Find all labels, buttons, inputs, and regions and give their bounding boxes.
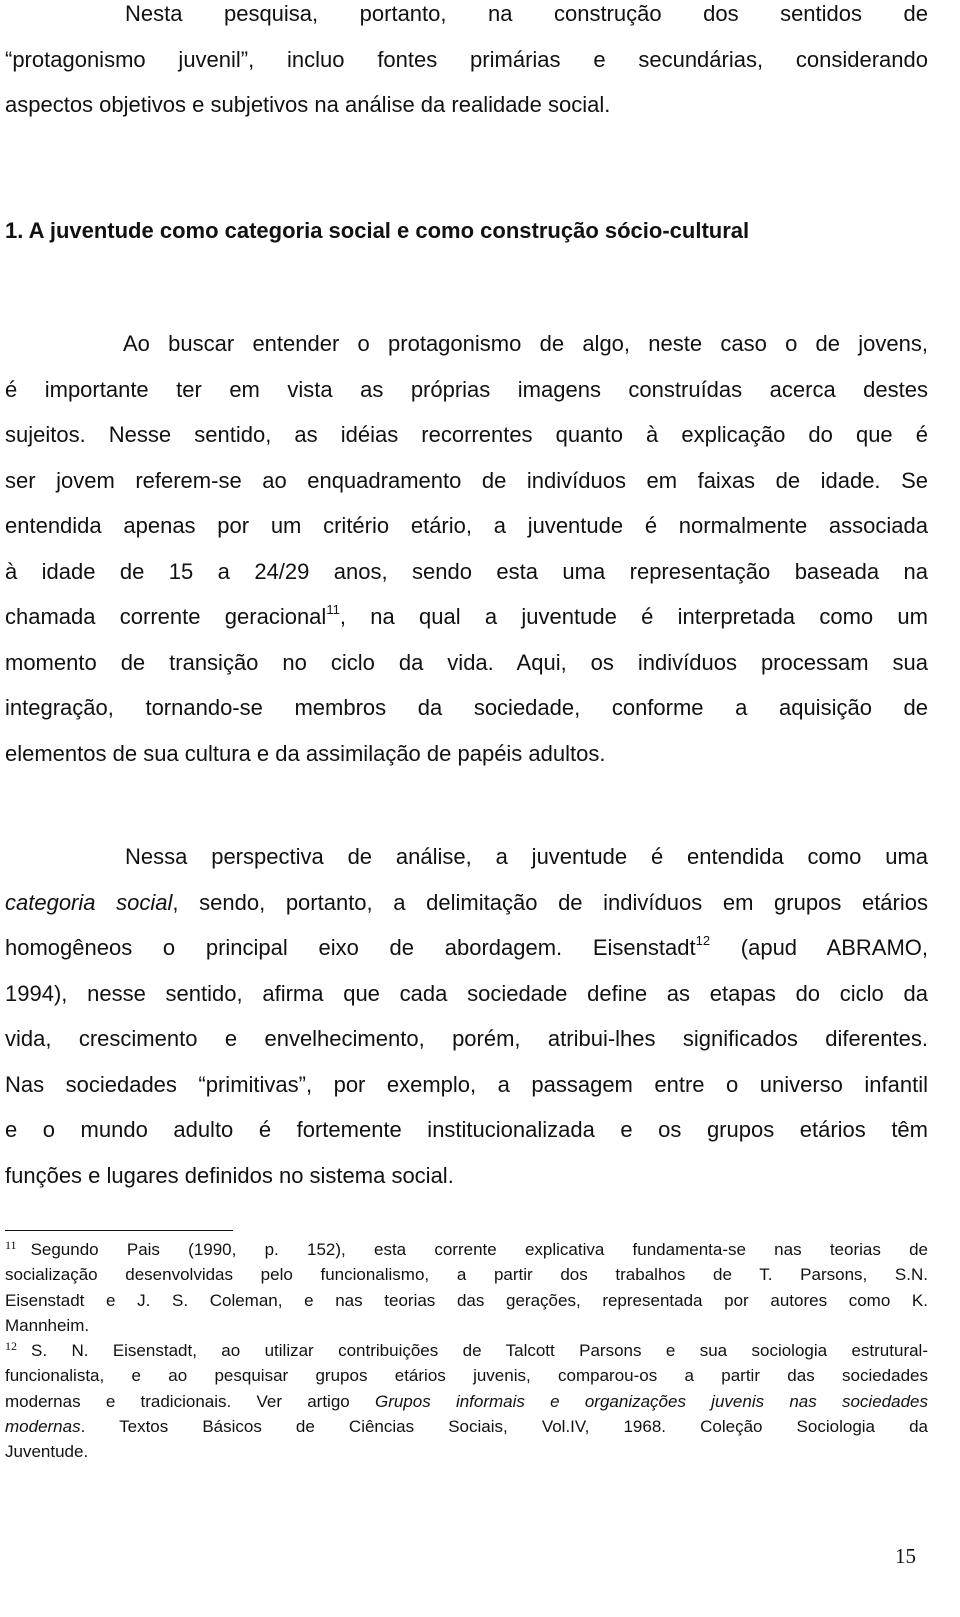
footnote-11-line: Eisenstadt e J. S. Coleman, e nas teorias das gerações, representada por autores como K.	[5, 1290, 928, 1310]
p2-line	[5, 925, 928, 971]
p2-text: , sendo, portanto, a delimitação de indivíduos em grupos etários	[172, 889, 928, 915]
p1-line	[5, 594, 928, 640]
p1-line: à idade de 15 a 24/29 anos, sendo esta uma representação baseada na	[5, 558, 928, 584]
p1-text: , na qual a juventude é interpretada como um	[339, 604, 928, 629]
p1-line: ser jovem referem-se ao enquadramento de indivíduos em faixas de idade. Se	[5, 467, 928, 493]
footnote-text: Segundo Pais (1990, p. 152), esta corrente explicativa fundamenta-se nas teorias de	[30, 1240, 928, 1259]
intro-paragraph	[5, 0, 928, 128]
footnote-separator	[5, 1230, 233, 1231]
intro-line: “protagonismo juvenil”, incluo fontes primárias e secundárias, considerando	[5, 46, 928, 72]
footnote-11-line: socialização desenvolvidas pelo funcionalismo, a partir dos trabalhos de T. Parsons, S.N.	[5, 1265, 928, 1285]
footnote-12-line	[5, 1414, 928, 1439]
footnote-12-line: Juventude.	[5, 1442, 89, 1462]
p1-line: entendida apenas por um critério etário, a juventude é normalmente associada	[5, 513, 928, 538]
p2-line: Nessa perspectiva de análise, a juventude é entendida como uma	[125, 844, 928, 869]
footnote-ref-11[interactable]: 11	[326, 601, 340, 617]
footnote-italic-title: modernas	[5, 1417, 81, 1437]
footnote-11-line	[5, 1237, 928, 1262]
page-number: 15	[895, 1544, 916, 1568]
p1-line: elementos de sua cultura e da assimilação de papéis adultos.	[5, 740, 606, 766]
p2-text: homogêneos o principal eixo de abordagem. Eisenstadt	[5, 935, 696, 960]
footnote-text: . Textos Básicos de Ciências Sociais, Vol.IV, 1968. Coleção Sociologia da	[80, 1417, 928, 1437]
p1-line: momento de transição no ciclo da vida. Aqui, os indivíduos processam sua	[5, 649, 928, 675]
paragraph-1	[5, 321, 928, 776]
footnote-12-line	[5, 1389, 928, 1414]
footnote-11-line: Mannheim.	[5, 1315, 90, 1335]
p2-line: Nas sociedades “primitivas”, por exemplo, a passagem entre o universo infantil	[5, 1071, 928, 1097]
footnote-text: S. N. Eisenstadt, ao utilizar contribuições de Talcott Parsons e sua sociologia estrutural-	[31, 1341, 928, 1361]
p2-line: 1994), nesse sentido, afirma que cada sociedade define as etapas do ciclo da	[5, 980, 928, 1006]
p2-line: vida, crescimento e envelhecimento, porém, atribui-lhes significados diferentes.	[5, 1026, 928, 1051]
p1-text: chamada corrente geracional	[5, 604, 327, 629]
paragraph-2	[5, 834, 928, 1198]
intro-line: aspectos objetivos e subjetivos na análise da realidade social.	[5, 92, 611, 117]
p2-line: e o mundo adulto é fortemente institucionalizada e os grupos etários têm	[5, 1117, 928, 1142]
footnote-12-line	[5, 1338, 928, 1363]
footnote-number: 11	[5, 1238, 17, 1252]
intro-line: Nesta pesquisa, portanto, na construção dos sentidos de	[125, 1, 928, 26]
p2-text: (apud ABRAMO,	[710, 935, 928, 960]
footnote-12-line: funcionalista, e ao pesquisar grupos etários juvenis, comparou-os a partir das sociedades	[5, 1366, 928, 1386]
footnote-text: modernas e tradicionais. Ver artigo	[5, 1391, 375, 1411]
p1-line: integração, tornando-se membros da sociedade, conforme a aquisição de	[5, 695, 928, 720]
section-heading: 1. A juventude como categoria social e como construção sócio-cultural	[5, 218, 750, 243]
footnote-ref-12[interactable]: 12	[695, 932, 711, 948]
p1-line: sujeitos. Nesse sentido, as idéias recorrentes quanto à explicação do que é	[5, 422, 928, 447]
p1-line: Ao buscar entender o protagonismo de algo, neste caso o de jovens,	[123, 331, 928, 356]
p1-line: é importante ter em vista as próprias imagens construídas acerca destes	[5, 376, 928, 402]
p2-line: funções e lugares definidos no sistema social.	[5, 1162, 454, 1188]
footnote-number: 12	[5, 1339, 17, 1354]
italic-term: categoria social	[5, 889, 173, 915]
footnotes	[5, 1237, 928, 1465]
footnote-italic-title: Grupos informais e organizações juvenis nas sociedades	[374, 1391, 928, 1411]
p2-line	[5, 880, 928, 926]
